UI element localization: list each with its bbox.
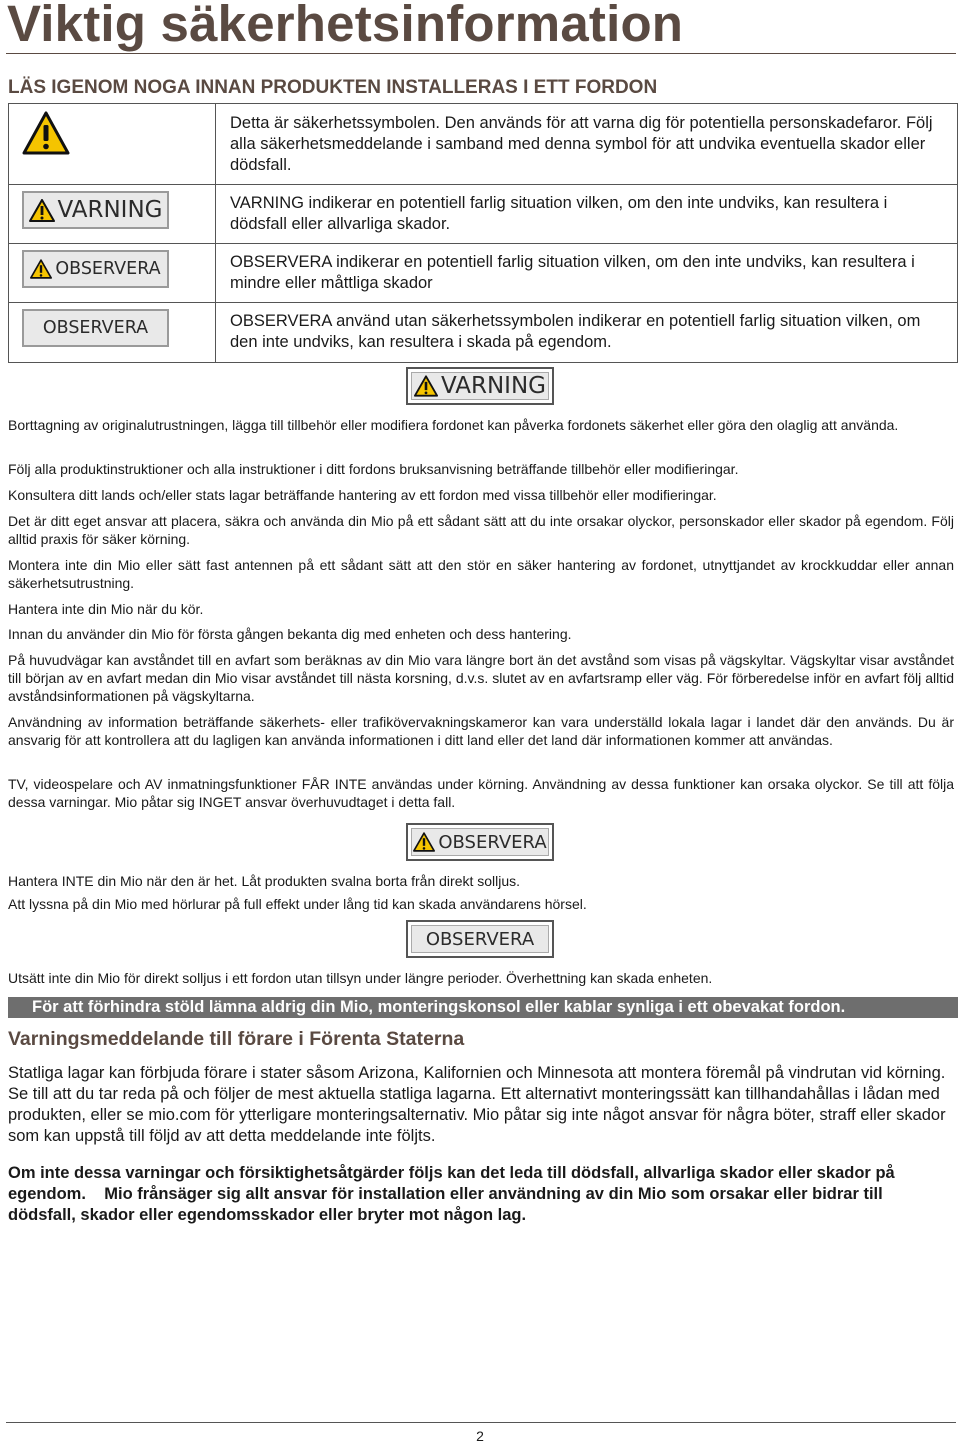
warning-triangle-icon (413, 832, 435, 852)
varning-paragraph: Det är ditt eget ansvar att placera, säkra och använda din Mio på ett sådant sätt att du inte orsakar olyckor, personskador eller skador på egendom. Följ alltid praxis för säker körning. (8, 513, 954, 547)
symbol-description: OBSERVERA indikerar en potentiell farlig situation vilken, om den inte undviks, kan resultera i mindre eller måttliga skador (216, 244, 958, 303)
observera-plain-section-label (406, 920, 554, 958)
varning-paragraph: På huvudvägar kan avståndet till en avfart som beräknas av din Mio vara längre bort än det avstånd som visas på vägskyltar. Vägskyltar visar avståndet till början av en avfart medan din Mio visar avståndet till nästa korsning, d.v.s. slutet av en avfartsramp eller väg. För förberedelse inför en avfart följ alltid avståndsinformationen på vägskyltarna. (8, 652, 954, 704)
observera-label-text: OBSERVERA (42, 318, 149, 338)
symbol-row-observera-plain (9, 303, 958, 363)
varning-label-text: VARNING (441, 373, 546, 399)
symbol-description: VARNING indikerar en potentiell farlig situation vilken, om den inte undviks, kan resultera i dödsfall eller allvarliga skador. (216, 185, 958, 244)
varning-label-text: VARNING (57, 197, 163, 223)
symbol-row-varning (9, 185, 958, 244)
observera-label-text: OBSERVERA (438, 831, 547, 853)
observera-paragraph: Att lyssna på din Mio med hörlurar på full effekt under lång tid kan skada användarens hörsel. (8, 896, 587, 912)
observera-label-icon (22, 250, 169, 288)
symbol-row-safety (9, 104, 958, 185)
varning-paragraph: Hantera inte din Mio när du kör. (8, 601, 204, 617)
footer-divider (6, 1422, 956, 1423)
observera-plain-label-icon (22, 309, 169, 347)
observera-label-text: OBSERVERA (55, 259, 161, 279)
warning-triangle-icon (414, 375, 438, 397)
warning-triangle-icon (30, 259, 52, 279)
symbol-cell (9, 104, 216, 185)
varning-paragraph: Montera inte din Mio eller sätt fast antennen på ett sådant sätt att den stör en säker hantering av fordonet, utnyttjandet av krockkuddar eller annan säkerhetsutrustning. (8, 557, 954, 591)
symbol-row-observera (9, 244, 958, 303)
theft-warning-bar: För att förhindra stöld lämna aldrig din Mio, monteringskonsol eller kablar synliga i ett obevakat fordon. (8, 997, 958, 1018)
varning-paragraph: Borttagning av originalutrustningen, lägga till tillbehör eller modifiera fordonet kan påverka fordonets säkerhet eller göra den olaglig att använda. (8, 417, 899, 433)
varning-paragraph: Konsultera ditt lands och/eller stats lagar beträffande hantering av ett fordon med vissa tillbehör eller modifieringar. (8, 487, 717, 503)
symbol-description: OBSERVERA använd utan säkerhetssymbolen indikerar en potentiell farlig situation vilken, om den inte undviks, kan resultera i skada på egendom. (216, 303, 958, 363)
symbol-cell (9, 244, 216, 303)
page-number: 2 (476, 1428, 484, 1444)
varning-paragraph: Följ alla produktinstruktioner och alla instruktioner i ditt fordons bruksanvisning beträffande tillbehör eller modifieringar. (8, 461, 739, 477)
symbol-cell (9, 185, 216, 244)
symbol-description: Detta är säkerhetssymbolen. Den används för att varna dig för potentiella personskadefaror. Följ alla säkerhetsmeddelande i samband med denna symbol för att undvika eventuella skador eller dödsfall. (216, 104, 958, 185)
observera-section-label (406, 823, 554, 861)
varning-label-icon (22, 191, 169, 229)
varning-paragraph: TV, videospelare och AV inmatningsfunktioner FÅR INTE användas under körning. Användning av dessa funktioner kan orsaka olyckor. Se till att följa dessa varningar. Mio påtar sig INGET ansvar överhuvudtaget i detta fall. (8, 776, 954, 810)
page-title: Viktig säkerhetsinformation (7, 0, 684, 52)
safety-symbol-table (8, 103, 958, 363)
warning-triangle-icon (22, 111, 70, 155)
us-section-body: Statliga lagar kan förbjuda förare i stater såsom Arizona, Kalifornien och Minnesota att montera föremål på vindrutan vid körning. Se till att du tar reda på och följer de mest aktuella statliga lagarna. Ett alternativt monteringssätt kan tillhandahållas i lådan med produkten, eller se mio.com för ytterligare monteringsalternativ. Mio påtar sig inte något ansvar för några böter, straff eller skador som kan uppstå till följd av att detta meddelande inte följts. (8, 1064, 946, 1145)
varning-paragraph: Innan du använder din Mio för första gången bekanta dig med enheten och dess hantering. (8, 626, 572, 642)
observera-label-text: OBSERVERA (425, 928, 535, 950)
install-notice-heading: LÄS IGENOM NOGA INNAN PRODUKTEN INSTALLERAS I ETT FORDON (8, 77, 658, 98)
varning-paragraph: Användning av information beträffande säkerhets- eller trafikövervakningskameror kan vara underställd lokala lagar i landet där den används. Du är ansvarig för att kontrollera att du lagligen kan använda informationen i ditt land eller det land där informationen kommer att användas. (8, 714, 954, 748)
observera-plain-paragraph: Utsätt inte din Mio för direkt solljus i ett fordon utan tillsyn under längre perioder. Överhettning kan skada enheten. (8, 970, 713, 986)
warning-triangle-icon (29, 199, 55, 222)
title-divider (6, 53, 956, 54)
symbol-cell (9, 303, 216, 363)
observera-paragraph: Hantera INTE din Mio när den är het. Låt produkten svalna borta från direkt solljus. (8, 873, 521, 889)
varning-section-label (406, 367, 554, 405)
us-section-disclaimer: Om inte dessa varningar och försiktighetsåtgärder följs kan det leda till dödsfall, allvarliga skador eller skador på egendom. Mio frånsäger sig allt ansvar för installation eller användning av din Mio som orsakar eller bidrar till dödsfall, skador eller egendomsskador eller bryter mot någon lag. (8, 1164, 900, 1224)
us-section-heading: Varningsmeddelande till förare i Förenta Staterna (8, 1028, 465, 1050)
